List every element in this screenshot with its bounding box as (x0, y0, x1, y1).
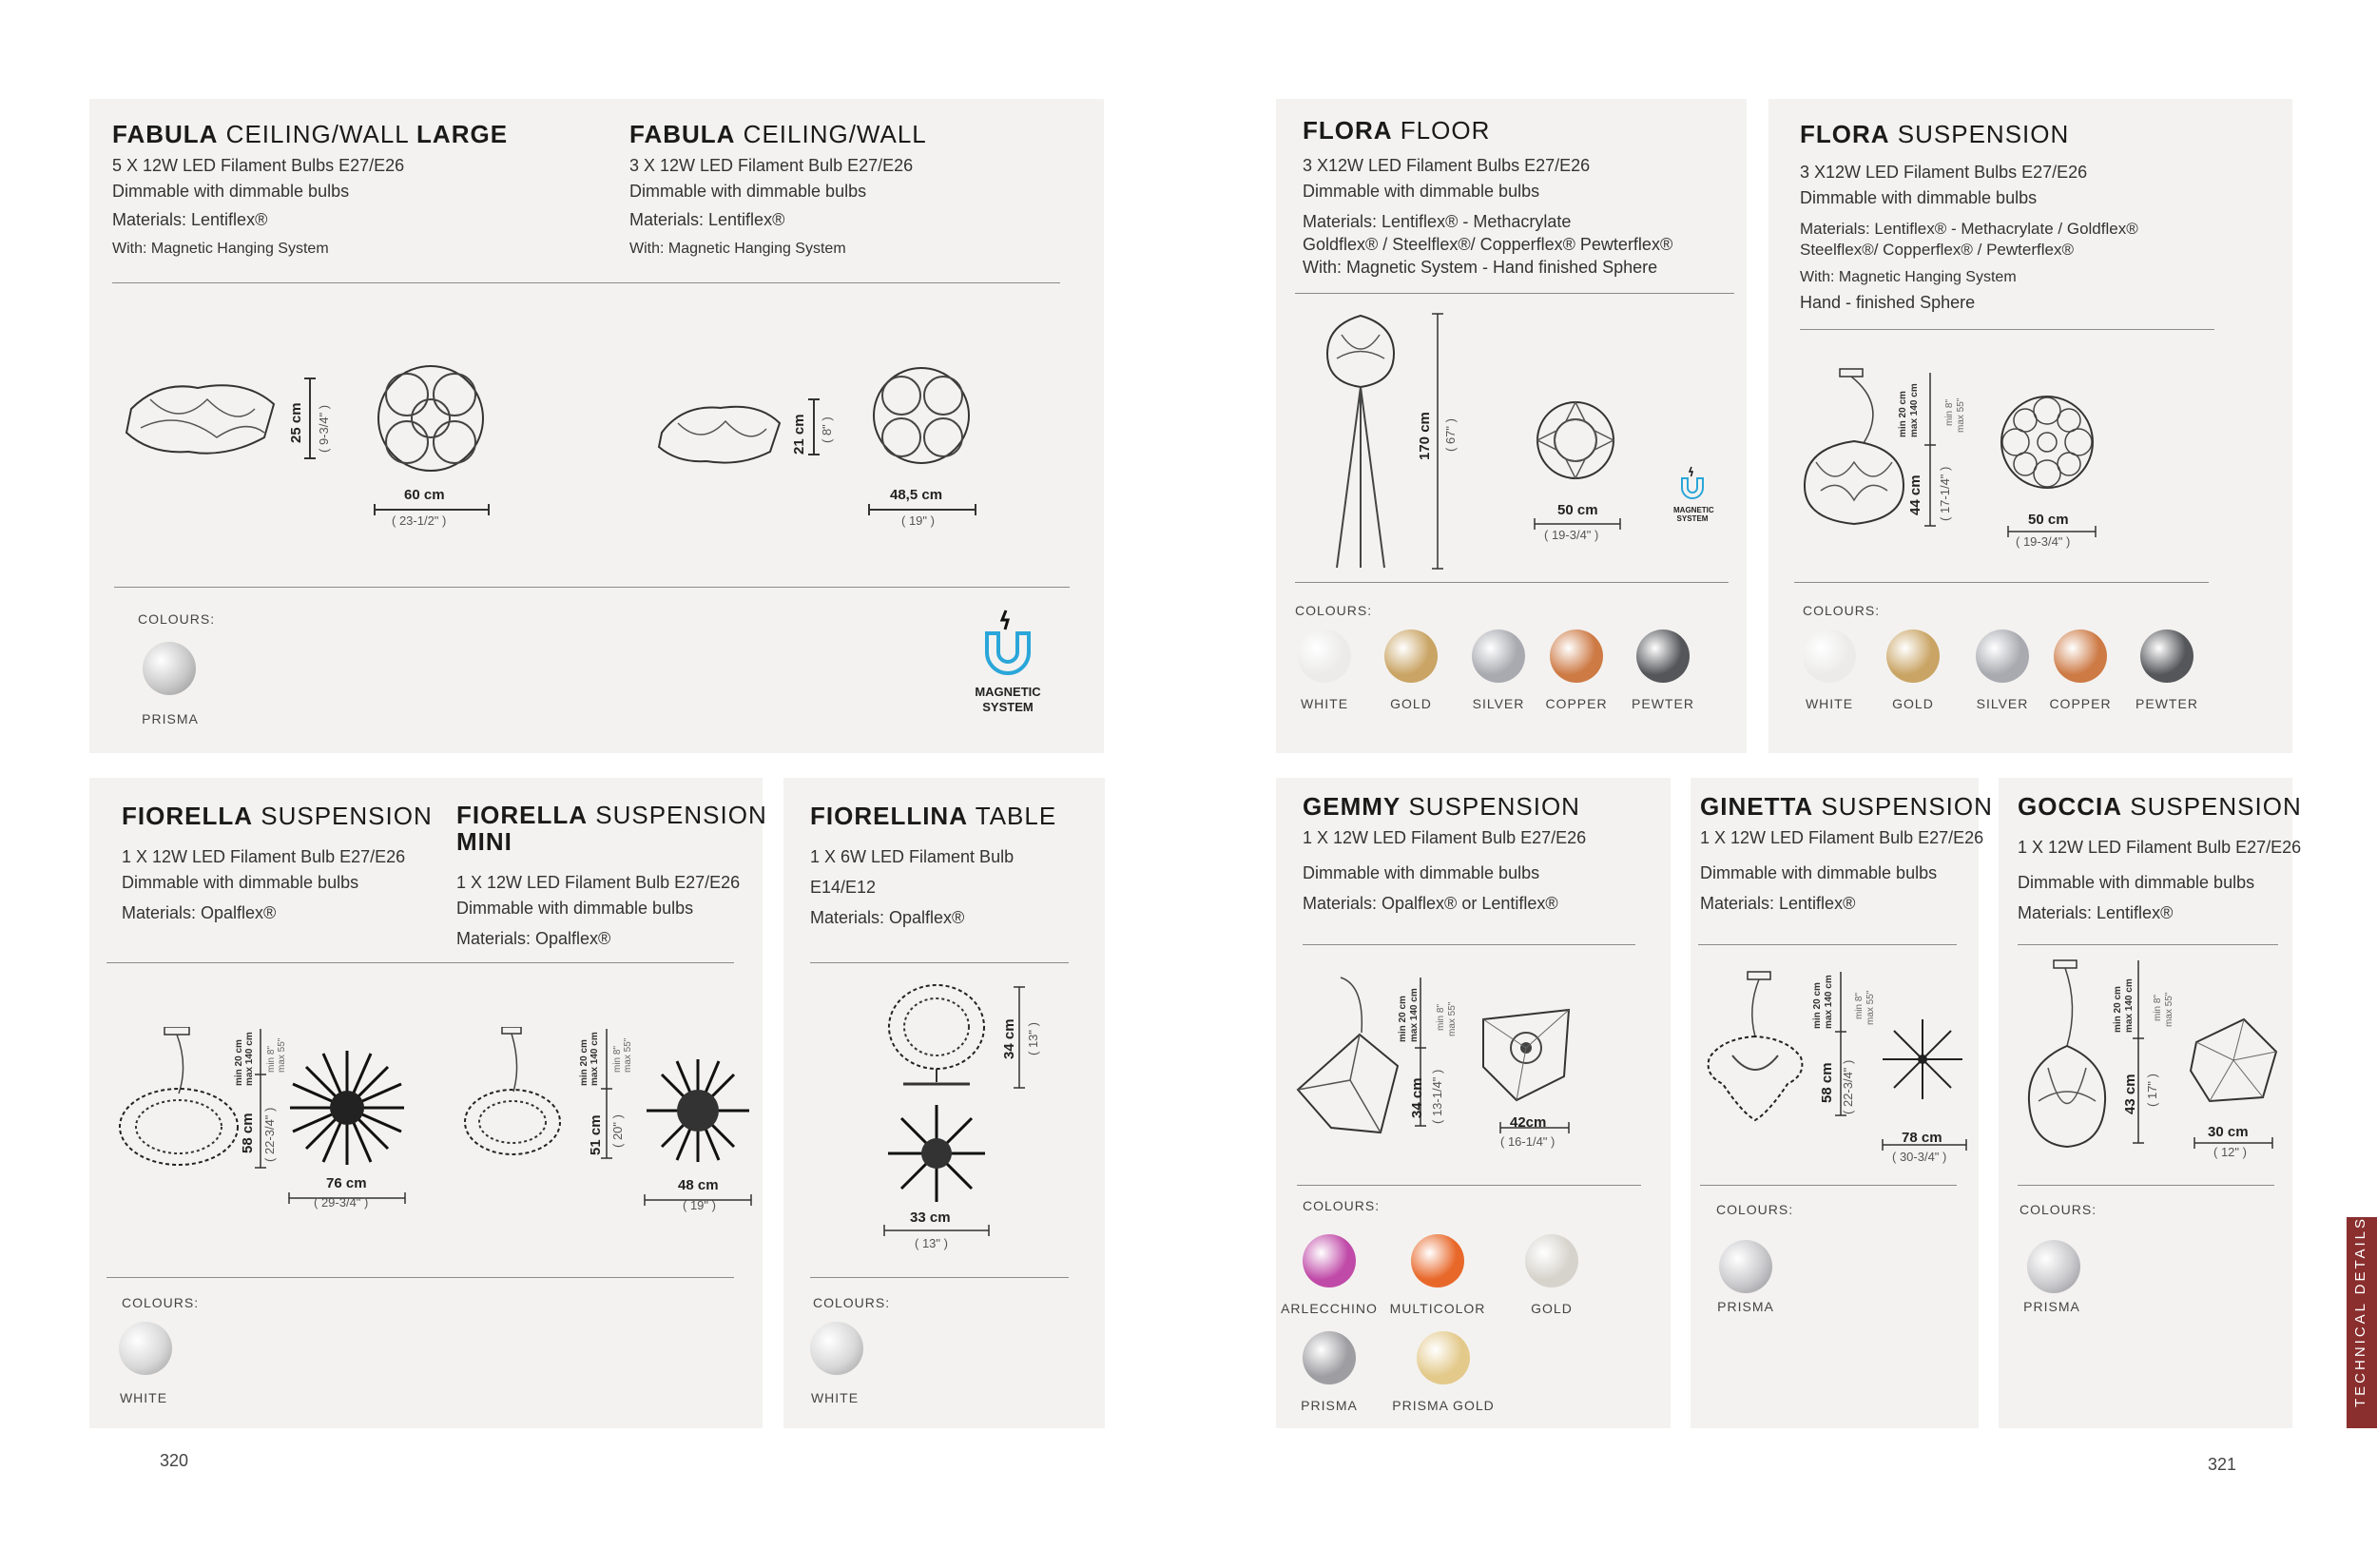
swatch-label: MULTICOLOR (1389, 1301, 1486, 1316)
divider (1303, 944, 1635, 945)
fabula-large-width-in: ( 23-1/2" ) (392, 513, 447, 528)
goccia-min: min 20 cm (2113, 986, 2123, 1033)
fiorellina-width-in: ( 13" ) (915, 1236, 948, 1250)
flora-floor-specs: 3 X12W LED Filament Bulbs E27/E26 Dimmable with dimmable bulbs Materials: Lentiflex® - Methacrylate Goldflex® / Steelflex®/ Copperflex® Pewterflex® With: Magnetic System - Hand finished Sphere (1303, 156, 1673, 277)
fiorella-min: min 20 cm (234, 1039, 244, 1086)
fiorella-width: 76 cm (326, 1175, 367, 1191)
swatch-label: PRISMA (1717, 1299, 1774, 1314)
swatch-white (1298, 629, 1351, 683)
goccia-width: 30 cm (2208, 1124, 2249, 1140)
dimension-line (1432, 312, 1443, 571)
divider (1700, 1185, 1957, 1186)
ginetta-width: 78 cm (1902, 1130, 1942, 1146)
swatch-label: PRISMA GOLD (1392, 1398, 1495, 1413)
goccia-height: 43 cm (2122, 1074, 2138, 1114)
gemmy-min-in: min 8" (1436, 1003, 1446, 1031)
fabula-large-height-in: ( 9-3/4" ) (317, 404, 331, 453)
gemmy-height: 34 cm (1409, 1077, 1425, 1118)
fabula-height-in: ( 8" ) (820, 416, 834, 443)
goccia-width-in: ( 12" ) (2213, 1145, 2247, 1159)
swatch-white (810, 1322, 863, 1375)
flora-floor-width-in: ( 19-3/4" ) (1544, 528, 1599, 542)
divider (114, 587, 1070, 588)
fiorella-mini-min: min 20 cm (579, 1039, 589, 1086)
fiorellina-title: FIORELLINA TABLE (810, 802, 1057, 830)
swatch-white (1803, 629, 1856, 683)
fiorella-max-in: max 55" (277, 1037, 287, 1073)
swatch-label: PRISMA (1301, 1398, 1358, 1413)
divider (810, 1277, 1069, 1278)
fiorella-min-in: min 8" (266, 1045, 277, 1073)
magnetic-system-label: MAGNETIC SYSTEM (1673, 506, 1714, 523)
divider (1698, 944, 1957, 945)
flora-floor-title: FLORA FLOOR (1303, 116, 1491, 145)
flora-floor-drawing (1318, 306, 1403, 572)
divider (1295, 582, 1729, 583)
dimension-line (882, 1225, 991, 1236)
flora-susp-side-drawing (1797, 367, 1911, 529)
gemmy-max: max 140 cm (1409, 988, 1420, 1042)
fabula-large-top-drawing (369, 357, 493, 480)
fabula-title: FABULA CEILING/WALL (629, 120, 927, 148)
fiorella-title: FIORELLA SUSPENSION (122, 802, 433, 830)
swatch-prisma (2027, 1240, 2080, 1293)
swatch-label: PRISMA (142, 711, 199, 726)
flora-susp-height-in: ( 17-1/4" ) (1938, 466, 1952, 521)
swatch-label: PRISMA (2023, 1299, 2080, 1314)
ginetta-width-in: ( 30-3/4" ) (1892, 1150, 1947, 1164)
colours-label: COLOURS: (1803, 603, 1881, 618)
swatch-label: WHITE (810, 1390, 860, 1405)
fiorellina-side-drawing (884, 979, 989, 1090)
ginetta-min: min 20 cm (1812, 982, 1823, 1029)
swatch-label: PEWTER (2135, 696, 2198, 711)
swatch-label: PEWTER (1632, 696, 1694, 711)
gemmy-side-drawing (1293, 976, 1407, 1137)
ginetta-title: GINETTA SUSPENSION (1700, 792, 1993, 821)
fiorella-mini-max-in: max 55" (623, 1037, 633, 1073)
swatch-label: SILVER (1976, 696, 2029, 711)
divider (1800, 329, 2214, 330)
gemmy-max-in: max 55" (1447, 1001, 1458, 1036)
swatch-label: WHITE (1805, 696, 1854, 711)
fiorellina-top-drawing (884, 1101, 989, 1206)
ginetta-min-in: min 8" (1854, 992, 1865, 1019)
swatch-white (119, 1322, 172, 1375)
fiorellina-height: 34 cm (1001, 1018, 1017, 1059)
fabula-large-specs: 5 X 12W LED Filament Bulbs E27/E26 Dimmable with dimmable bulbs Materials: Lentiflex® With: Magnetic Hanging System (112, 156, 405, 257)
magnet-icon (981, 609, 1034, 677)
swatch-label: COPPER (2049, 696, 2112, 711)
fiorella-mini-top-drawing (643, 1055, 753, 1166)
swatch-gold (1886, 629, 1940, 683)
flora-floor-top-drawing (1533, 397, 1618, 483)
colours-label: COLOURS: (2019, 1202, 2097, 1217)
swatch-multicolor (1411, 1234, 1464, 1287)
fiorella-height: 58 cm (240, 1113, 256, 1153)
swatch-copper (1550, 629, 1603, 683)
dimension-line (808, 397, 820, 456)
swatch-label: GOLD (1531, 1301, 1573, 1316)
gemmy-title: GEMMY SUSPENSION (1303, 792, 1580, 821)
flora-susp-width: 50 cm (2028, 512, 2069, 528)
dimension-line (1924, 371, 1936, 528)
fiorella-mini-title: FIORELLA SUSPENSION MINI (456, 801, 767, 856)
magnet-icon (1679, 464, 1706, 502)
swatch-label: GOLD (1390, 696, 1432, 711)
fiorella-width-in: ( 29-3/4" ) (314, 1195, 369, 1210)
gemmy-height-in: ( 13-1/4" ) (1430, 1069, 1444, 1124)
divider (2018, 1185, 2274, 1186)
fiorella-side-drawing (112, 1027, 245, 1170)
fiorella-top-drawing (285, 1046, 409, 1170)
swatch-label: WHITE (1300, 696, 1349, 711)
page-number-right: 321 (2208, 1455, 2237, 1474)
goccia-side-drawing (2019, 958, 2115, 1149)
swatch-label: SILVER (1472, 696, 1525, 711)
swatch-label: COPPER (1545, 696, 1608, 711)
swatch-prisma-gold (1417, 1331, 1470, 1384)
technical-details-label: TECHNICAL DETAILS (2352, 1215, 2368, 1407)
fiorella-mini-height: 51 cm (588, 1114, 604, 1155)
ginetta-height-in: ( 22-3/4" ) (1841, 1059, 1855, 1114)
swatch-copper (2054, 629, 2107, 683)
swatch-prisma (143, 642, 196, 695)
dimension-line (304, 377, 316, 460)
flora-floor-height-in: ( 67" ) (1443, 418, 1458, 452)
ginetta-specs: 1 X 12W LED Filament Bulb E27/E26 Dimmable with dimmable bulbs Materials: Lentiflex® (1700, 828, 1984, 913)
fabula-width: 48,5 cm (890, 487, 943, 503)
fiorella-max: max 140 cm (244, 1032, 255, 1086)
divider (1297, 1185, 1641, 1186)
goccia-top-drawing (2187, 1014, 2280, 1107)
flora-susp-width-in: ( 19-3/4" ) (2016, 534, 2071, 549)
flora-susp-min: min 20 cm (1898, 391, 1908, 437)
fabula-width-in: ( 19" ) (901, 513, 935, 528)
colours-label: COLOURS: (1716, 1202, 1794, 1217)
flora-floor-width: 50 cm (1557, 502, 1598, 518)
fiorella-mini-side-drawing (460, 1027, 565, 1160)
flora-susp-title: FLORA SUSPENSION (1800, 120, 2070, 148)
goccia-height-in: ( 17" ) (2145, 1074, 2159, 1107)
gemmy-width-in: ( 16-1/4" ) (1500, 1134, 1556, 1149)
fiorella-mini-width: 48 cm (678, 1177, 719, 1193)
fabula-side-drawing (654, 395, 787, 471)
swatch-label: GOLD (1892, 696, 1934, 711)
flora-susp-specs: 3 X12W LED Filament Bulbs E27/E26 Dimmable with dimmable bulbs Materials: Lentiflex® - Methacrylate / Goldflex® Steelflex®/ Copperflex® / Pewterflex® With: Magnetic Hanging System Hand - finished Sphere (1800, 163, 2138, 312)
divider (1794, 582, 2209, 583)
fabula-large-side-drawing (122, 371, 283, 466)
swatch-arlecchino (1303, 1234, 1356, 1287)
swatch-prisma (1719, 1240, 1772, 1293)
ginetta-max-in: max 55" (1865, 990, 1876, 1025)
ginetta-top-drawing (1879, 1016, 1966, 1103)
fabula-large-height: 25 cm (288, 402, 304, 443)
fiorella-height-in: ( 22-3/4" ) (262, 1107, 277, 1162)
swatch-label: ARLECCHINO (1281, 1301, 1378, 1316)
divider (810, 962, 1069, 963)
goccia-title: GOCCIA SUSPENSION (2018, 792, 2302, 821)
fiorella-mini-height-in: ( 20" ) (610, 1114, 625, 1148)
flora-floor-height: 170 cm (1417, 412, 1433, 460)
gemmy-top-drawing (1474, 1000, 1578, 1105)
ginetta-side-drawing (1694, 970, 1816, 1122)
swatch-label: WHITE (119, 1390, 168, 1405)
flora-susp-max-in: max 55" (1956, 397, 1966, 433)
fiorella-mini-width-in: ( 19" ) (683, 1198, 716, 1212)
fabula-large-title: FABULA CEILING/WALL LARGE (112, 120, 509, 148)
fabula-specs: 3 X 12W LED Filament Bulb E27/E26 Dimmable with dimmable bulbs Materials: Lentiflex® With: Magnetic Hanging System (629, 156, 914, 257)
swatch-pewter (1636, 629, 1690, 683)
gemmy-width: 42cm (1510, 1114, 1547, 1131)
swatch-prisma (1303, 1331, 1356, 1384)
colours-label: COLOURS: (1295, 603, 1373, 618)
goccia-specs: 1 X 12W LED Filament Bulb E27/E26 Dimmable with dimmable bulbs Materials: Lentiflex® (2018, 838, 2302, 922)
goccia-max-in: max 55" (2164, 992, 2174, 1027)
swatch-silver (1472, 629, 1525, 683)
ginetta-max: max 140 cm (1824, 975, 1834, 1029)
swatch-pewter (2140, 629, 2193, 683)
flora-susp-max: max 140 cm (1909, 383, 1920, 437)
fiorellina-specs: 1 X 6W LED Filament Bulb E14/E12 Materials: Opalflex® (810, 847, 1015, 927)
divider (112, 282, 1060, 283)
page-number-left: 320 (160, 1451, 189, 1470)
colours-label: COLOURS: (122, 1295, 200, 1310)
fiorellina-width: 33 cm (910, 1210, 951, 1226)
goccia-max: max 140 cm (2124, 978, 2135, 1033)
divider (2018, 944, 2278, 945)
fiorellina-height-in: ( 13" ) (1026, 1022, 1040, 1055)
colours-label: COLOURS: (813, 1295, 891, 1310)
gemmy-min: min 20 cm (1398, 996, 1408, 1042)
fabula-large-width: 60 cm (404, 487, 445, 503)
fiorella-mini-min-in: min 8" (612, 1045, 623, 1073)
swatch-gold (1384, 629, 1438, 683)
fiorella-mini-specs: 1 X 12W LED Filament Bulb E27/E26 Dimmable with dimmable bulbs Materials: Opalflex® (456, 873, 741, 948)
flora-susp-top-drawing (1997, 392, 2097, 493)
colours-label: COLOURS: (138, 611, 216, 627)
gemmy-specs: 1 X 12W LED Filament Bulb E27/E26 Dimmable with dimmable bulbs Materials: Opalflex® or Lentiflex® (1303, 828, 1587, 913)
swatch-silver (1976, 629, 2029, 683)
fabula-top-drawing (867, 361, 976, 471)
divider (106, 962, 734, 963)
goccia-min-in: min 8" (2153, 994, 2163, 1021)
divider (1295, 293, 1734, 294)
fiorella-specs: 1 X 12W LED Filament Bulb E27/E26 Dimmable with dimmable bulbs Materials: Opalflex® (122, 847, 406, 922)
colours-label: COLOURS: (1303, 1198, 1381, 1213)
flora-susp-min-in: min 8" (1944, 398, 1955, 426)
ginetta-height: 58 cm (1819, 1062, 1835, 1103)
divider (106, 1277, 734, 1278)
fiorella-mini-max: max 140 cm (589, 1032, 600, 1086)
fabula-height: 21 cm (791, 414, 807, 455)
swatch-gold (1525, 1234, 1578, 1287)
flora-susp-height: 44 cm (1907, 474, 1923, 515)
magnetic-system-label: MAGNETIC SYSTEM (975, 685, 1041, 714)
